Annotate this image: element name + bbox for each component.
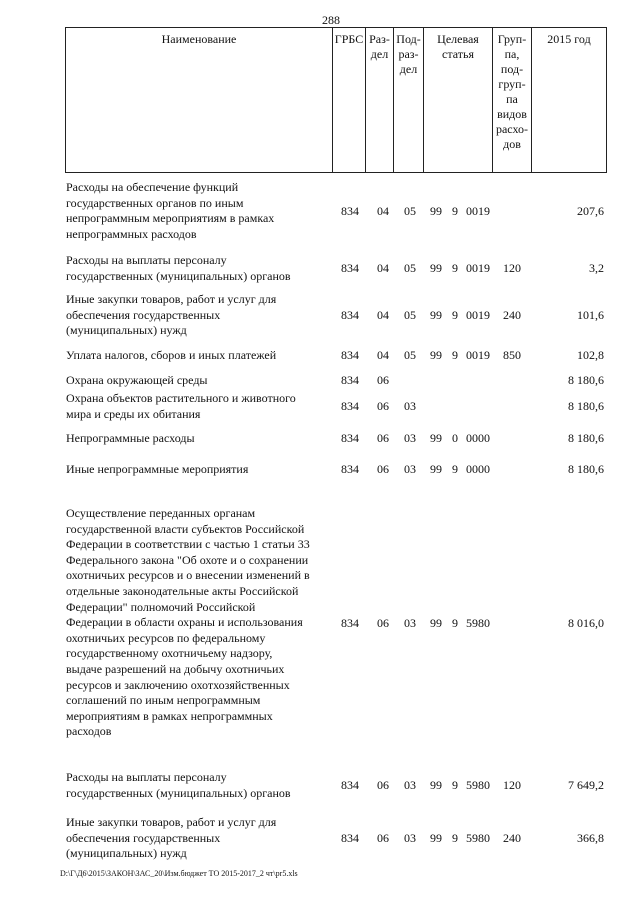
row-grbs: 834 bbox=[341, 373, 359, 388]
row-podrazdel: 05 bbox=[404, 203, 416, 218]
row-grbs: 834 bbox=[341, 615, 359, 630]
row-razdel: 04 bbox=[377, 307, 389, 322]
row-razdel: 06 bbox=[377, 431, 389, 446]
header-grbs bbox=[332, 27, 366, 173]
row-name: Осуществление переданных органам государственной власти субъектов Российской Федерации в соответствии с частью 1 статьи 33 Федерального закона "Об охоте и о сохранении охотничьих ресурсов и о внесении изменений в отдельные законодательные акты Российской Федерации" полномочий Российской Федерации в области охраны и использования охотничьих ресурсов по федеральному государственному охотничьему надзору, выдаче разрешений на добычу охотничьих ресурсов и заключению охотхозяйственных соглашений по иным непрограммным мероприятиям в рамках непрограммных расходов bbox=[66, 506, 310, 739]
row-name: Иные закупки товаров, работ и услуг для обеспечения государственных (муниципальных) нужд bbox=[66, 815, 277, 861]
header-name bbox=[65, 27, 333, 173]
row-target-code: 0000 bbox=[466, 431, 490, 446]
row-razdel: 06 bbox=[377, 373, 389, 388]
row-target-program: 99 bbox=[430, 348, 442, 363]
row-amount-2015: 8 016,0 bbox=[568, 615, 604, 630]
row-podrazdel: 03 bbox=[404, 615, 416, 630]
row-podrazdel: 05 bbox=[404, 348, 416, 363]
row-amount-2015: 207,6 bbox=[577, 203, 604, 218]
row-target-code: 0019 bbox=[466, 261, 490, 276]
row-podrazdel: 03 bbox=[404, 431, 416, 446]
row-target-subprogram: 9 bbox=[452, 830, 458, 845]
row-target-program: 99 bbox=[430, 203, 442, 218]
row-grbs: 834 bbox=[341, 462, 359, 477]
row-amount-2015: 8 180,6 bbox=[568, 373, 604, 388]
row-name: Расходы на обеспечение функций государственных органов по иным непрограммным мероприятиям в рамках непрограммных расходов bbox=[66, 180, 275, 241]
row-razdel: 06 bbox=[377, 778, 389, 793]
header-name-label: Наименование bbox=[161, 32, 237, 46]
row-target-program: 99 bbox=[430, 431, 442, 446]
row-target-subprogram: 9 bbox=[452, 307, 458, 322]
row-target-program: 99 bbox=[430, 261, 442, 276]
row-amount-2015: 8 180,6 bbox=[568, 431, 604, 446]
row-target-program: 99 bbox=[430, 778, 442, 793]
row-amount-2015: 7 649,2 bbox=[568, 778, 604, 793]
row-target-code: 0019 bbox=[466, 348, 490, 363]
row-podrazdel: 03 bbox=[404, 462, 416, 477]
row-name: Охрана окружающей среды bbox=[66, 373, 208, 387]
row-target-program: 99 bbox=[430, 462, 442, 477]
row-expense-type: 240 bbox=[503, 830, 521, 845]
row-target-subprogram: 9 bbox=[452, 778, 458, 793]
header-celevaya: Целевая статья bbox=[423, 27, 493, 173]
row-razdel: 06 bbox=[377, 399, 389, 414]
row-target-subprogram: 9 bbox=[452, 615, 458, 630]
row-name: Иные закупки товаров, работ и услуг для обеспечения государственных (муниципальных) нужд bbox=[66, 292, 277, 338]
row-target-subprogram: 9 bbox=[452, 462, 458, 477]
row-target-subprogram: 0 bbox=[452, 431, 458, 446]
header-year-label: 2015 год bbox=[547, 32, 591, 46]
row-podrazdel: 03 bbox=[404, 830, 416, 845]
row-grbs: 834 bbox=[341, 261, 359, 276]
row-target-subprogram: 9 bbox=[452, 203, 458, 218]
row-target-code: 0019 bbox=[466, 307, 490, 322]
row-target-subprogram: 9 bbox=[452, 348, 458, 363]
row-target-program: 99 bbox=[430, 615, 442, 630]
page-number: 288 bbox=[322, 13, 340, 27]
row-podrazdel: 05 bbox=[404, 261, 416, 276]
file-path-footer: D:\Г\Д6\2015\ЗАКОН\ЗАС_20\Изм.бюджет ТО 2015-2017_2 чт\pr5.xls bbox=[60, 869, 298, 878]
row-amount-2015: 8 180,6 bbox=[568, 399, 604, 414]
row-target-subprogram: 9 bbox=[452, 261, 458, 276]
row-grbs: 834 bbox=[341, 830, 359, 845]
row-grbs: 834 bbox=[341, 348, 359, 363]
row-grbs: 834 bbox=[341, 778, 359, 793]
row-razdel: 06 bbox=[377, 830, 389, 845]
row-name: Расходы на выплаты персоналу государственных (муниципальных) органов bbox=[66, 770, 291, 800]
row-podrazdel: 03 bbox=[404, 399, 416, 414]
row-podrazdel: 03 bbox=[404, 778, 416, 793]
row-amount-2015: 366,8 bbox=[577, 830, 604, 845]
row-name: Непрограммные расходы bbox=[66, 431, 195, 445]
row-expense-type: 120 bbox=[503, 261, 521, 276]
header-podrazdel: Под- раз- дел bbox=[393, 27, 424, 173]
row-razdel: 04 bbox=[377, 261, 389, 276]
row-target-code: 5980 bbox=[466, 778, 490, 793]
header-year bbox=[531, 27, 607, 173]
row-grbs: 834 bbox=[341, 399, 359, 414]
row-expense-type: 850 bbox=[503, 348, 521, 363]
header-grbs-label: ГРБС bbox=[334, 32, 364, 46]
row-name: Охрана объектов растительного и животного мира и среды их обитания bbox=[66, 391, 296, 421]
row-expense-type: 240 bbox=[503, 307, 521, 322]
row-grbs: 834 bbox=[341, 431, 359, 446]
row-target-program: 99 bbox=[430, 307, 442, 322]
header-gruppa: Груп- па, под- груп- па видов расхо- дов bbox=[492, 27, 532, 173]
row-amount-2015: 3,2 bbox=[589, 261, 604, 276]
row-name: Уплата налогов, сборов и иных платежей bbox=[66, 348, 277, 362]
row-amount-2015: 102,8 bbox=[577, 348, 604, 363]
row-target-code: 5980 bbox=[466, 830, 490, 845]
row-razdel: 04 bbox=[377, 348, 389, 363]
row-grbs: 834 bbox=[341, 307, 359, 322]
row-target-code: 5980 bbox=[466, 615, 490, 630]
row-name: Иные непрограммные мероприятия bbox=[66, 462, 249, 476]
row-razdel: 06 bbox=[377, 462, 389, 477]
header-razdel: Раз- дел bbox=[365, 27, 394, 173]
row-razdel: 06 bbox=[377, 615, 389, 630]
row-name: Расходы на выплаты персоналу государственных (муниципальных) органов bbox=[66, 253, 291, 283]
row-grbs: 834 bbox=[341, 203, 359, 218]
row-target-code: 0019 bbox=[466, 203, 490, 218]
row-amount-2015: 101,6 bbox=[577, 307, 604, 322]
row-podrazdel: 05 bbox=[404, 307, 416, 322]
row-target-program: 99 bbox=[430, 830, 442, 845]
row-razdel: 04 bbox=[377, 203, 389, 218]
row-amount-2015: 8 180,6 bbox=[568, 462, 604, 477]
row-expense-type: 120 bbox=[503, 778, 521, 793]
row-target-code: 0000 bbox=[466, 462, 490, 477]
